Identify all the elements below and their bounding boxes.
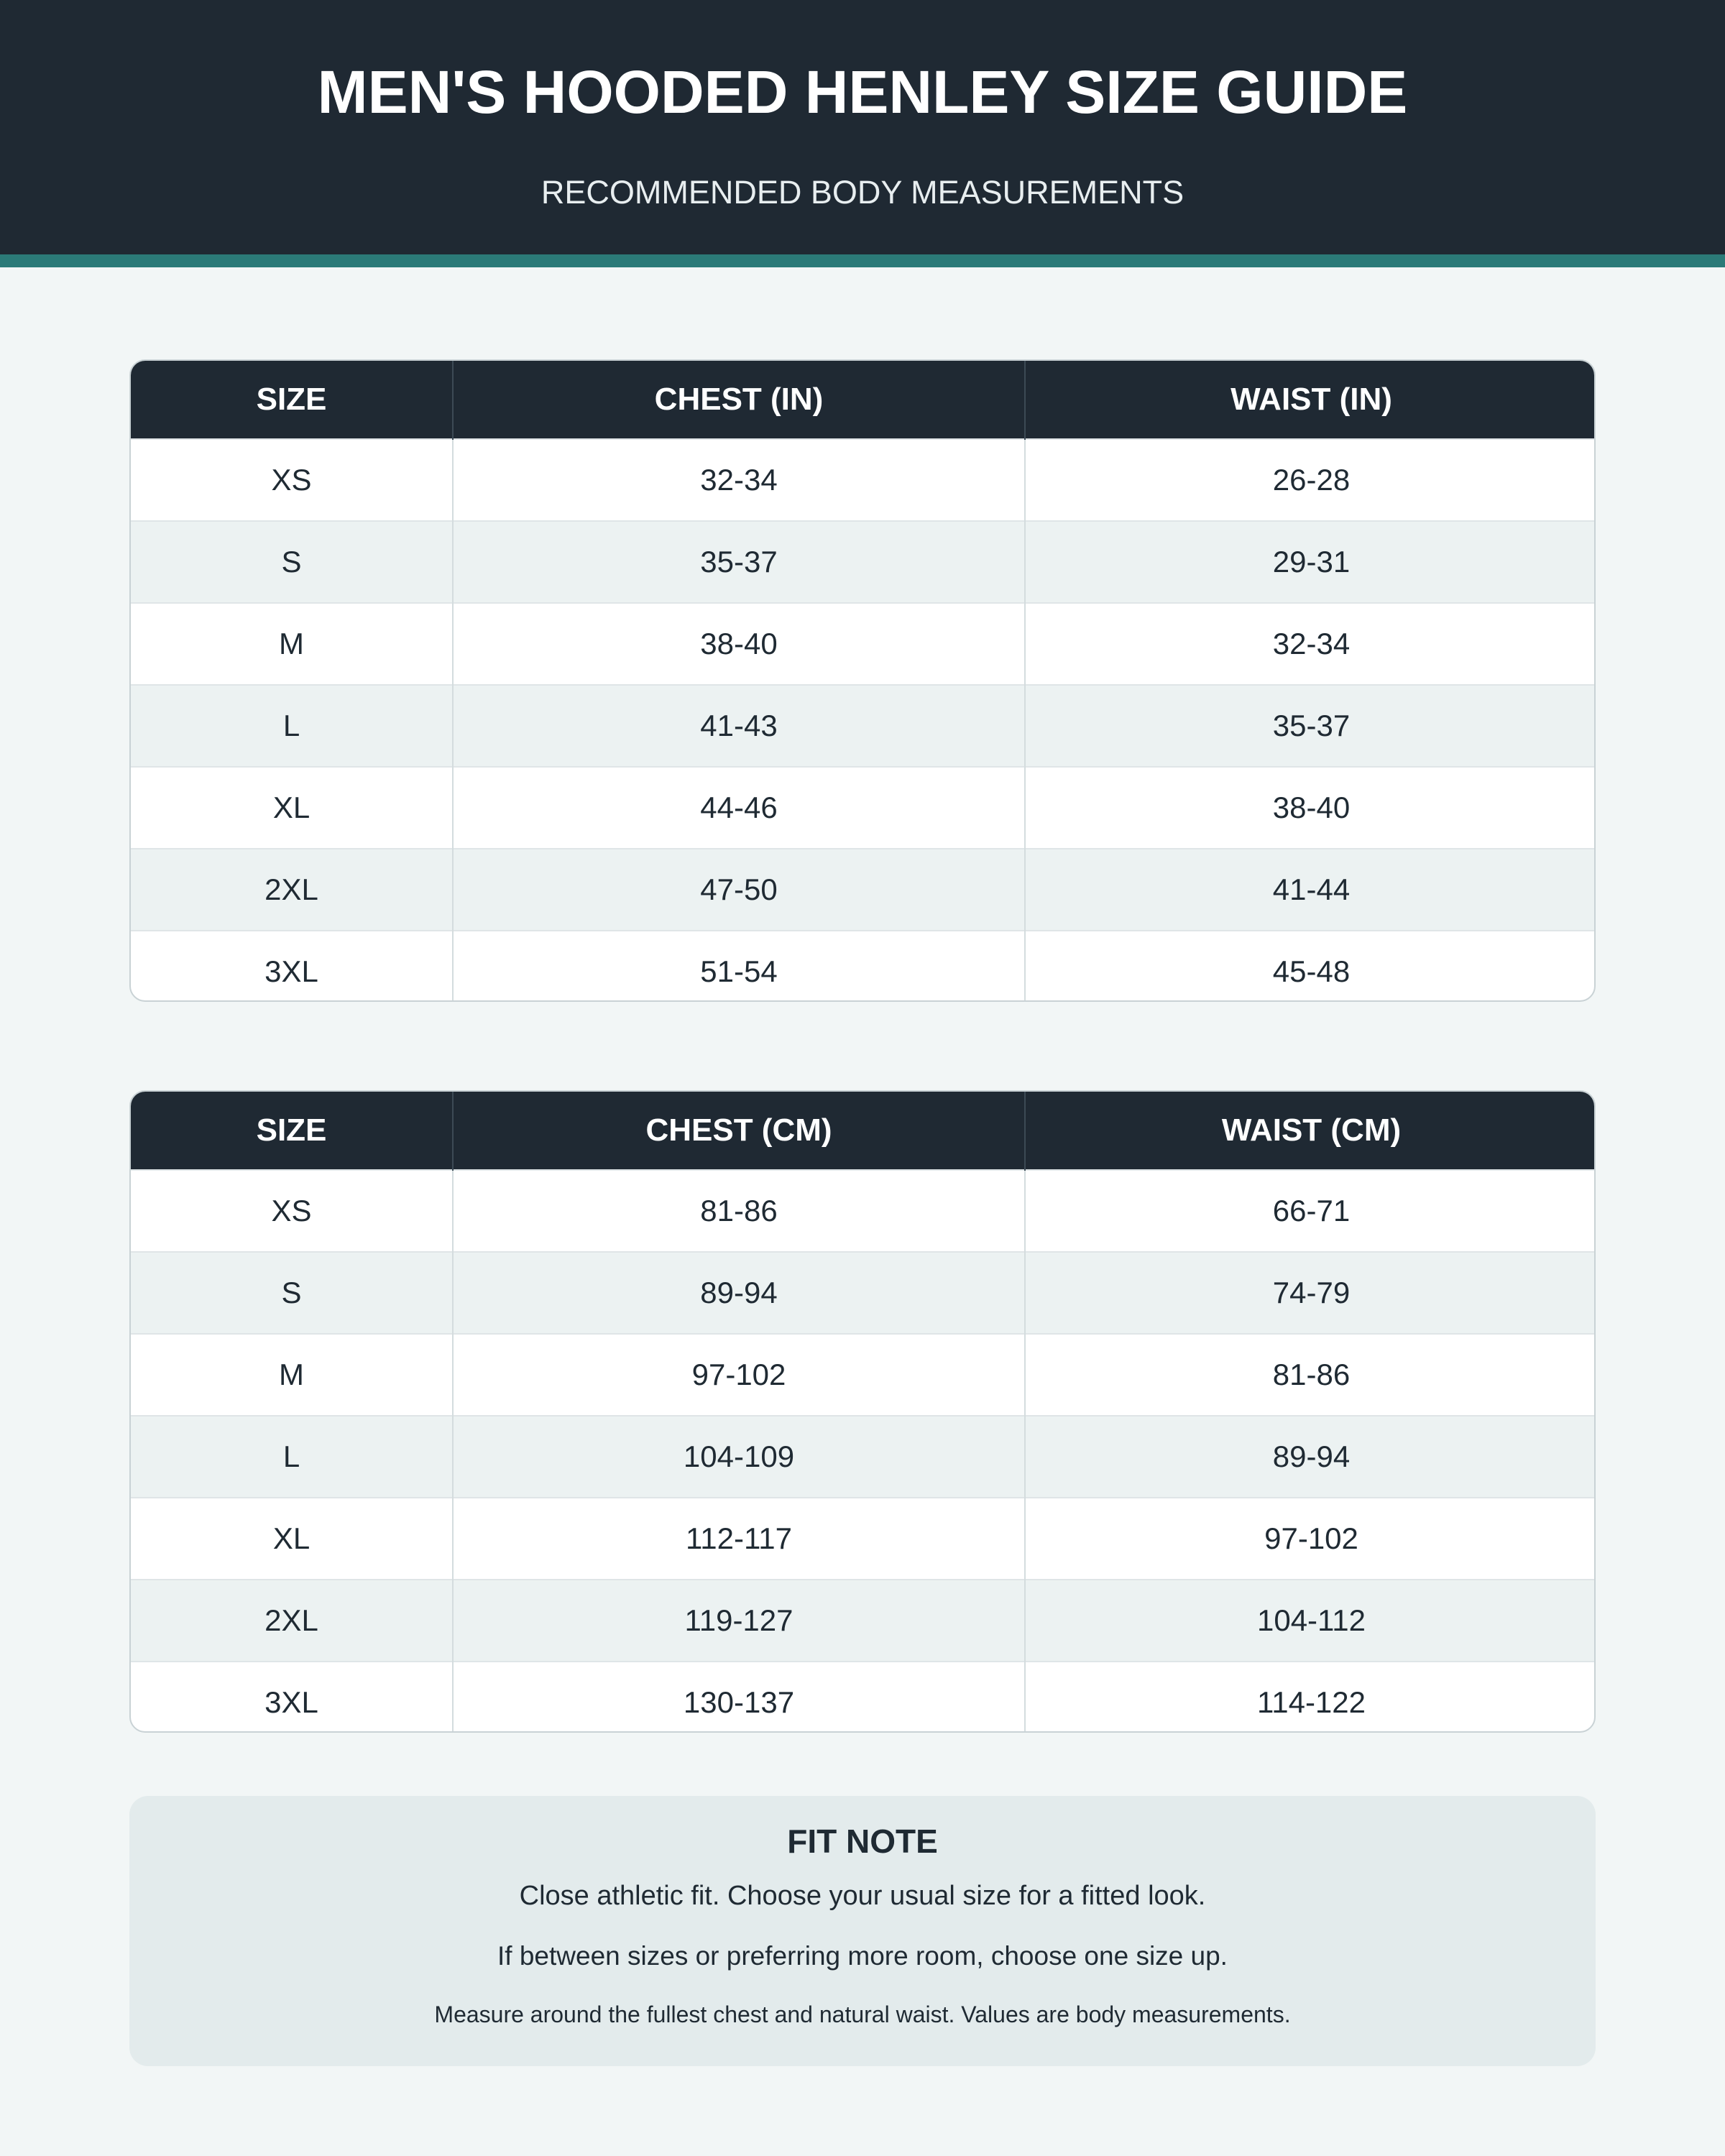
column-header-chest: CHEST (CM)	[453, 1092, 1025, 1170]
chest-cell: 130-137	[453, 1662, 1025, 1733]
fit-note-panel	[129, 1796, 1596, 2066]
fit-note-line-1: Close athletic fit. Choose your usual size for a fitted look.	[519, 1881, 1206, 1911]
waist-cell: 38-40	[1025, 767, 1596, 849]
waist-cell: 97-102	[1025, 1498, 1596, 1580]
size-cell: 2XL	[131, 1580, 453, 1662]
chest-cell: 119-127	[453, 1580, 1025, 1662]
chest-cell: 41-43	[453, 685, 1025, 767]
size-cell: M	[131, 603, 453, 685]
table-row	[131, 685, 1596, 767]
chest-cell: 32-34	[453, 439, 1025, 521]
size-cell: XS	[131, 439, 453, 521]
waist-cell: 32-34	[1025, 603, 1596, 685]
column-header-size: SIZE	[131, 1092, 453, 1170]
column-header-waist: WAIST (IN)	[1025, 361, 1596, 439]
chest-cell: 38-40	[453, 603, 1025, 685]
chest-cell: 89-94	[453, 1252, 1025, 1334]
table-row	[131, 603, 1596, 685]
fit-note-line-3: Measure around the fullest chest and natural waist. Values are body measurements.	[434, 2001, 1291, 2027]
size-cell: L	[131, 1416, 453, 1498]
table-row	[131, 1498, 1596, 1580]
waist-cell: 26-28	[1025, 439, 1596, 521]
table-row	[131, 1252, 1596, 1334]
table-row	[131, 439, 1596, 521]
column-header-chest: CHEST (IN)	[453, 361, 1025, 439]
waist-cell: 81-86	[1025, 1334, 1596, 1416]
cm-size-table	[129, 1090, 1596, 1733]
column-header-size: SIZE	[131, 361, 453, 439]
chest-cell: 44-46	[453, 767, 1025, 849]
chest-cell: 35-37	[453, 521, 1025, 603]
size-cell: S	[131, 521, 453, 603]
waist-cell: 35-37	[1025, 685, 1596, 767]
table-header-row	[131, 1092, 1596, 1170]
fit-note-title: FIT NOTE	[787, 1823, 938, 1860]
table-row	[131, 767, 1596, 849]
page-subtitle: RECOMMENDED BODY MEASUREMENTS	[540, 174, 1184, 211]
size-cell: XS	[131, 1170, 453, 1252]
column-header-waist: WAIST (CM)	[1025, 1092, 1596, 1170]
waist-cell: 41-44	[1025, 849, 1596, 931]
size-cell: 3XL	[131, 1662, 453, 1733]
table-row	[131, 521, 1596, 603]
table-row	[131, 1170, 1596, 1252]
waist-cell: 89-94	[1025, 1416, 1596, 1498]
chest-cell: 81-86	[453, 1170, 1025, 1252]
size-cell: L	[131, 685, 453, 767]
waist-cell: 66-71	[1025, 1170, 1596, 1252]
size-cell: 2XL	[131, 849, 453, 931]
table-row	[131, 1662, 1596, 1733]
size-cell: XL	[131, 1498, 453, 1580]
table-header-row	[131, 361, 1596, 439]
waist-cell: 45-48	[1025, 931, 1596, 1002]
chest-cell: 104-109	[453, 1416, 1025, 1498]
size-cell: S	[131, 1252, 453, 1334]
size-cell: 3XL	[131, 931, 453, 1002]
page-header	[0, 0, 1725, 267]
waist-cell: 74-79	[1025, 1252, 1596, 1334]
waist-cell: 29-31	[1025, 521, 1596, 603]
table-row	[131, 1334, 1596, 1416]
size-cell: M	[131, 1334, 453, 1416]
inches-size-table	[129, 359, 1596, 1002]
chest-cell: 47-50	[453, 849, 1025, 931]
chest-cell: 97-102	[453, 1334, 1025, 1416]
table-row	[131, 1416, 1596, 1498]
table-row	[131, 931, 1596, 1002]
table-row	[131, 1580, 1596, 1662]
table-row	[131, 849, 1596, 931]
fit-note-line-2: If between sizes or preferring more room, choose one size up.	[497, 1941, 1228, 1971]
waist-cell: 104-112	[1025, 1580, 1596, 1662]
chest-cell: 51-54	[453, 931, 1025, 1002]
waist-cell: 114-122	[1025, 1662, 1596, 1733]
page-title: MEN'S HOODED HENLEY SIZE GUIDE	[317, 58, 1408, 126]
chest-cell: 112-117	[453, 1498, 1025, 1580]
size-cell: XL	[131, 767, 453, 849]
